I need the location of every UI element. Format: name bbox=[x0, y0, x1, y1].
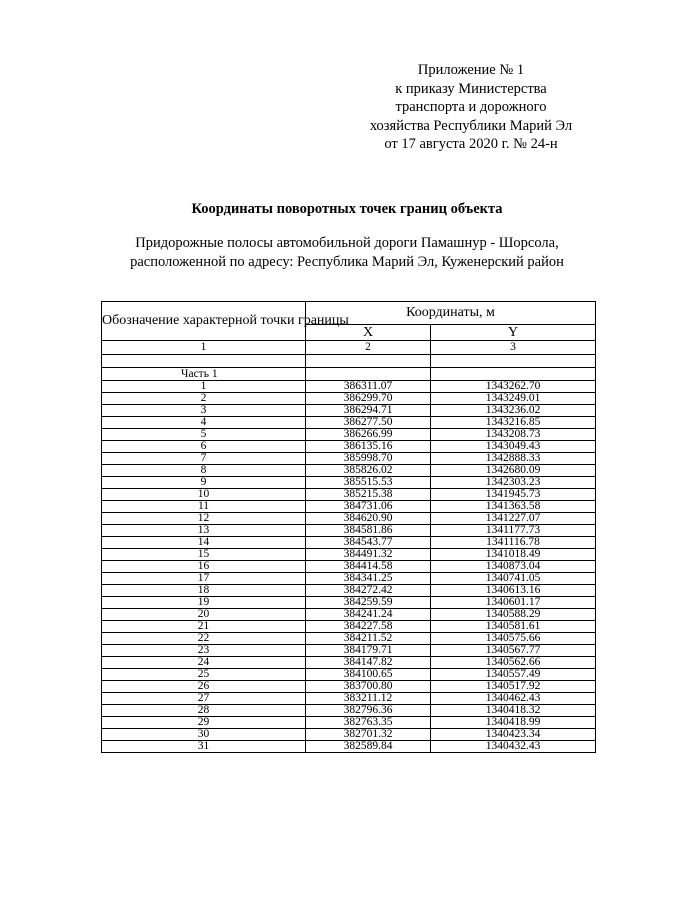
coord-x: 384581.86 bbox=[306, 525, 431, 537]
table-row bbox=[102, 405, 596, 417]
coord-y: 1340873.04 bbox=[431, 561, 596, 573]
coord-y: 1341363.58 bbox=[431, 501, 596, 513]
table-row bbox=[102, 657, 596, 669]
coord-x: 386277.50 bbox=[306, 417, 431, 429]
table-row bbox=[102, 645, 596, 657]
coord-y: 1340588.29 bbox=[431, 609, 596, 621]
coord-y: 1342888.33 bbox=[431, 453, 596, 465]
appendix-line: к приказу Министерства bbox=[395, 80, 547, 97]
coord-x: 383700.80 bbox=[306, 681, 431, 693]
point-number: 10 bbox=[102, 489, 306, 501]
point-number: 21 bbox=[102, 621, 306, 633]
coord-x: 384259.59 bbox=[306, 597, 431, 609]
coord-y: 1343249.01 bbox=[431, 393, 596, 405]
coord-y: 1340601.17 bbox=[431, 597, 596, 609]
coordinates-table bbox=[101, 301, 596, 753]
coord-y: 1340613.16 bbox=[431, 585, 596, 597]
coord-y: 1341116.78 bbox=[431, 537, 596, 549]
table-row bbox=[102, 621, 596, 633]
coord-y: 1343216.85 bbox=[431, 417, 596, 429]
appendix-line: Приложение № 1 bbox=[417, 62, 525, 78]
table-row bbox=[102, 465, 596, 477]
coord-y: 1341177.73 bbox=[431, 525, 596, 537]
column-number-row bbox=[102, 341, 596, 355]
coord-y: 1340462.43 bbox=[431, 693, 596, 705]
point-number: 11 bbox=[102, 501, 306, 513]
blank-cell bbox=[431, 355, 596, 368]
table-row bbox=[102, 381, 596, 393]
coord-x: 384414.58 bbox=[306, 561, 431, 573]
coord-x: 384179.71 bbox=[306, 645, 431, 657]
coord-y: 1341227.07 bbox=[431, 513, 596, 525]
blank-cell bbox=[431, 368, 596, 381]
coord-x: 384731.06 bbox=[306, 501, 431, 513]
table-row bbox=[102, 729, 596, 741]
table-row bbox=[102, 429, 596, 441]
table-row bbox=[102, 741, 596, 753]
table-row bbox=[102, 501, 596, 513]
coord-y: 1340575.66 bbox=[431, 633, 596, 645]
table-row bbox=[102, 717, 596, 729]
column-number: 3 bbox=[431, 341, 596, 355]
table-row bbox=[102, 693, 596, 705]
table-row bbox=[102, 441, 596, 453]
coord-y: 1343236.02 bbox=[431, 405, 596, 417]
point-number: 1 bbox=[102, 381, 306, 393]
point-number: 28 bbox=[102, 705, 306, 717]
coord-y: 1342680.09 bbox=[431, 465, 596, 477]
coord-y: 1341018.49 bbox=[431, 549, 596, 561]
coord-y: 1340557.49 bbox=[431, 669, 596, 681]
document-title: Координаты поворотных точек границ объекта bbox=[191, 201, 503, 217]
point-number: 5 bbox=[102, 429, 306, 441]
point-number: 17 bbox=[102, 573, 306, 585]
subtitle-line-1: Придорожные полосы автомобильной дороги Памашнур - Шорсола, bbox=[135, 235, 559, 251]
point-number: 4 bbox=[102, 417, 306, 429]
table-row bbox=[102, 537, 596, 549]
point-number: 25 bbox=[102, 669, 306, 681]
point-number: 31 bbox=[102, 741, 306, 753]
table-row bbox=[102, 489, 596, 501]
coord-x: 384100.65 bbox=[306, 669, 431, 681]
coord-x: 385515.53 bbox=[306, 477, 431, 489]
column-number: 2 bbox=[306, 341, 431, 355]
table-row bbox=[102, 477, 596, 489]
table-row bbox=[102, 453, 596, 465]
coord-x: 383211.12 bbox=[306, 693, 431, 705]
coord-x: 382763.35 bbox=[306, 717, 431, 729]
coord-x: 384491.32 bbox=[306, 549, 431, 561]
coord-y: 1340517.92 bbox=[431, 681, 596, 693]
point-number: 27 bbox=[102, 693, 306, 705]
coord-x: 385215.38 bbox=[306, 489, 431, 501]
coord-x: 384211.52 bbox=[306, 633, 431, 645]
coord-x: 386299.70 bbox=[306, 393, 431, 405]
blank-cell bbox=[306, 355, 431, 368]
point-number: 2 bbox=[102, 393, 306, 405]
coord-x: 385826.02 bbox=[306, 465, 431, 477]
point-number: 29 bbox=[102, 717, 306, 729]
coord-y: 1340418.99 bbox=[431, 717, 596, 729]
point-number: 14 bbox=[102, 537, 306, 549]
table-row bbox=[102, 609, 596, 621]
table-row bbox=[102, 669, 596, 681]
coord-y: 1340562.66 bbox=[431, 657, 596, 669]
table-row bbox=[102, 561, 596, 573]
table-row bbox=[102, 417, 596, 429]
coord-y: 1341945.73 bbox=[431, 489, 596, 501]
point-number: 23 bbox=[102, 645, 306, 657]
coord-y: 1343262.70 bbox=[431, 381, 596, 393]
table-row bbox=[102, 681, 596, 693]
coord-x: 386135.16 bbox=[306, 441, 431, 453]
blank-cell bbox=[102, 355, 306, 368]
point-number: 15 bbox=[102, 549, 306, 561]
coord-x: 384227.58 bbox=[306, 621, 431, 633]
coord-x: 384620.90 bbox=[306, 513, 431, 525]
appendix-line: хозяйства Республики Марий Эл bbox=[369, 117, 573, 134]
blank-cell bbox=[306, 368, 431, 381]
coord-x: 386266.99 bbox=[306, 429, 431, 441]
point-number: 16 bbox=[102, 561, 306, 573]
appendix-line: транспорта и дорожного bbox=[395, 99, 547, 115]
header-point-label: Обозначение характерной точки границы bbox=[102, 302, 306, 341]
coord-x: 384272.42 bbox=[306, 585, 431, 597]
point-number: 6 bbox=[102, 441, 306, 453]
point-number: 19 bbox=[102, 597, 306, 609]
coord-x: 384147.82 bbox=[306, 657, 431, 669]
column-number: 1 bbox=[102, 341, 306, 355]
coord-y: 1340418.32 bbox=[431, 705, 596, 717]
header-x-label: X bbox=[306, 325, 431, 341]
blank-row bbox=[102, 355, 596, 368]
table-row bbox=[102, 549, 596, 561]
point-number: 8 bbox=[102, 465, 306, 477]
table-row bbox=[102, 705, 596, 717]
appendix-header bbox=[356, 61, 586, 154]
table-row bbox=[102, 513, 596, 525]
coord-x: 382701.32 bbox=[306, 729, 431, 741]
coord-x: 385998.70 bbox=[306, 453, 431, 465]
subtitle-line-2: расположенной по адресу: Республика Марий Эл, Куженерский район bbox=[130, 254, 564, 270]
point-number: 13 bbox=[102, 525, 306, 537]
coord-x: 384543.77 bbox=[306, 537, 431, 549]
coord-y: 1340581.61 bbox=[431, 621, 596, 633]
document-subtitle bbox=[0, 234, 694, 272]
point-number: 7 bbox=[102, 453, 306, 465]
coord-y: 1340567.77 bbox=[431, 645, 596, 657]
header-coordinates-label: Координаты, м bbox=[306, 302, 596, 325]
coord-y: 1340432.43 bbox=[431, 741, 596, 753]
header-y-label: Y bbox=[431, 325, 596, 341]
table-row bbox=[102, 393, 596, 405]
table-row bbox=[102, 597, 596, 609]
point-number: 9 bbox=[102, 477, 306, 489]
coord-y: 1343208.73 bbox=[431, 429, 596, 441]
coord-y: 1340741.05 bbox=[431, 573, 596, 585]
point-number: 3 bbox=[102, 405, 306, 417]
appendix-line: от 17 августа 2020 г. № 24-н bbox=[384, 136, 558, 152]
coord-y: 1340423.34 bbox=[431, 729, 596, 741]
coord-x: 384341.25 bbox=[306, 573, 431, 585]
table-row bbox=[102, 525, 596, 537]
coord-x: 382796.36 bbox=[306, 705, 431, 717]
part-label: Часть 1 bbox=[102, 368, 306, 381]
point-number: 30 bbox=[102, 729, 306, 741]
coord-x: 382589.84 bbox=[306, 741, 431, 753]
point-number: 26 bbox=[102, 681, 306, 693]
point-number: 22 bbox=[102, 633, 306, 645]
point-number: 12 bbox=[102, 513, 306, 525]
coord-y: 1342303.23 bbox=[431, 477, 596, 489]
part-row bbox=[102, 368, 596, 381]
coord-x: 386294.71 bbox=[306, 405, 431, 417]
table-row bbox=[102, 573, 596, 585]
coord-x: 384241.24 bbox=[306, 609, 431, 621]
point-number: 18 bbox=[102, 585, 306, 597]
coord-y: 1343049.43 bbox=[431, 441, 596, 453]
coord-x: 386311.07 bbox=[306, 381, 431, 393]
table-row bbox=[102, 585, 596, 597]
point-number: 20 bbox=[102, 609, 306, 621]
table-row bbox=[102, 633, 596, 645]
point-number: 24 bbox=[102, 657, 306, 669]
